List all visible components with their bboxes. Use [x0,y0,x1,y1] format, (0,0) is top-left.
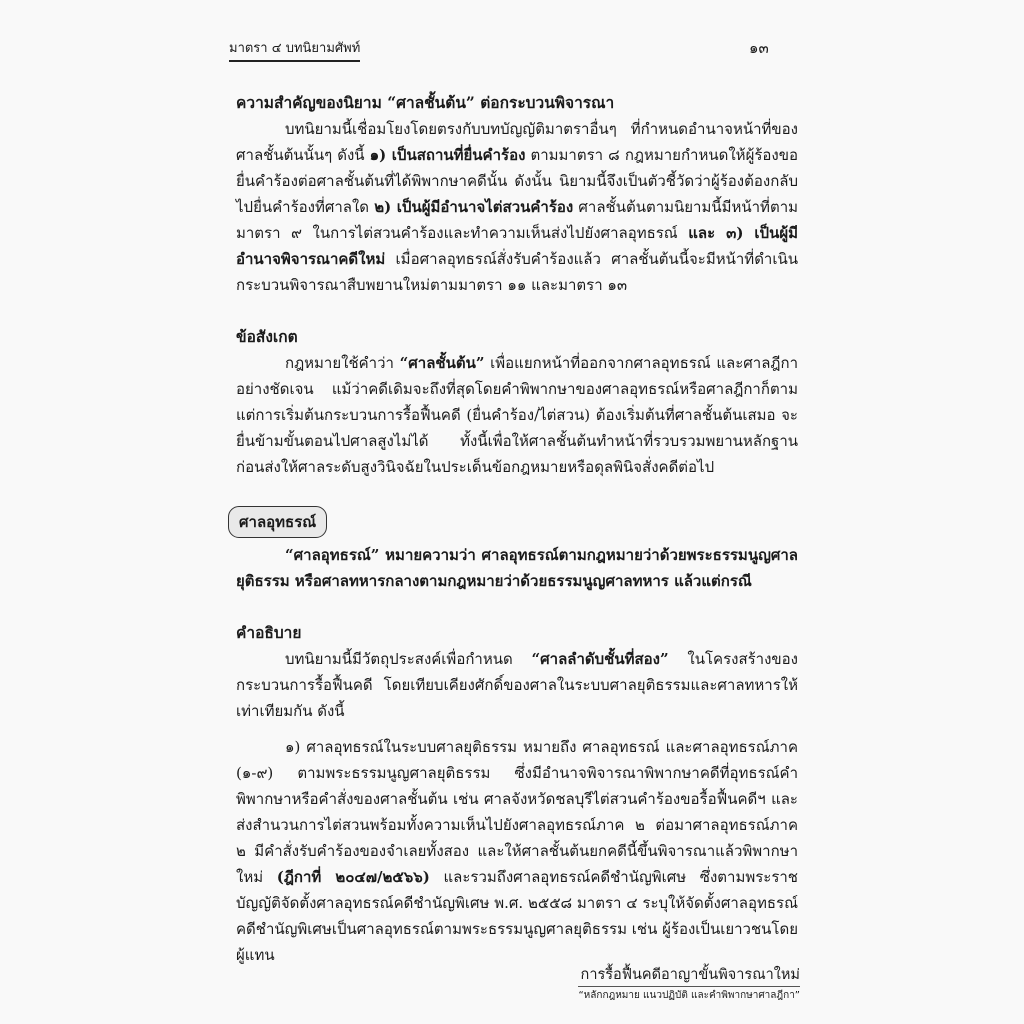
paragraph-appeal-court-detail: ๑) ศาลอุทธรณ์ในระบบศาลยุติธรรม หมายถึง ศาลอุทธรณ์ และศาลอุทธรณ์ภาค (๑-๙) ตามพระธรรมนูญศาลยุติธรรม ซึ่งมีอำนาจพิจารณาพิพากษาคดีที่อุทธรณ์คำพิพากษาหรือคำสั่งของศาลชั้นต้น เช่น ศาลจังหวัดชลบุรีไต่สวนคำร้องขอรื้อฟื้นคดีฯ และส่งสำนวนการไต่สวนพร้อมทั้งความเห็นไปยังศาลอุทธรณ์ภาค ๒ ต่อมาศาลอุทธรณ์ภาค ๒ มีคำสั่งรับคำร้องของจำเลยทั้งสอง และให้ศาลชั้นต้นยกคดีนี้ขึ้นพิจารณาแล้วพิพากษาใหม่ (ฎีกาที่ ๒๐๔๗/๒๕๖๖) และรวมถึงศาลอุทธรณ์คดีชำนัญพิเศษ ซึ่งตามพระราชบัญญัติจัดตั้งศาลอุทธรณ์คดีชำนัญพิเศษ พ.ศ. ๒๕๕๘ มาตรา ๔ ระบุให้จัดตั้งศาลอุทธรณ์คดีชำนัญพิเศษเป็นศาลอุทธรณ์ตามพระธรรมนูญศาลยุติธรรม เช่น ผู้ร้องเป็นเยาวชนโดยผู้แทน [236,738,798,964]
book-subtitle: “หลักกฎหมาย แนวปฏิบัติ และคำพิพากษาศาลฎีกา” [578,990,800,1001]
section-heading-importance: ความสำคัญของนิยาม “ศาลชั้นต้น” ต่อกระบวนพิจารณา [236,93,615,112]
definition-appeal-court: “ศาลอุทธรณ์” หมายความว่า ศาลอุทธรณ์ตามกฎหมายว่าด้วยพระธรรมนูญศาลยุติธรรม หรือศาลทหารกลางตามกฎหมายว่าด้วยธรรมนูญศาลทหาร แล้วแต่กรณี [236,546,798,590]
header-underline [229,60,360,62]
page-body [236,90,798,968]
paragraph-explanation: บทนิยามนี้มีวัตถุประสงค์เพื่อกำหนด “ศาลลำดับชั้นที่สอง” ในโครงสร้างของกระบวนการรื้อฟื้นคดี โดยเทียบเคียงศักดิ์ของศาลในระบบศาลยุติธรรมและศาลทหารให้เท่าเทียมกัน ดังนี้ [236,650,798,720]
term-badge-appeal-court: ศาลอุทธรณ์ [228,506,327,538]
running-header: มาตรา ๔ บทนิยามศัพท์ [229,41,361,56]
page-number: ๑๓ [749,39,769,57]
footer-rule [578,986,800,987]
book-title: การรื้อฟื้นคดีอาญาขั้นพิจารณาใหม่ [580,967,800,983]
paragraph-importance: บทนิยามนี้เชื่อมโยงโดยตรงกับบทบัญญัติมาตราอื่นๆ ที่กำหนดอำนาจหน้าที่ของศาลชั้นต้นนั้นๆ ดังนี้ ๑) เป็นสถานที่ยื่นคำร้อง ตามมาตรา ๘ กฎหมายกำหนดให้ผู้ร้องขอยื่นคำร้องต่อศาลชั้นต้นที่ได้พิพากษาคดีนั้น ดังนั้น นิยามนี้จึงเป็นตัวชี้วัดว่าผู้ร้องต้องกลับไปยื่นคำร้องที่ศาลใด ๒) เป็นผู้มีอำนาจไต่สวนคำร้อง ศาลชั้นต้นตามนิยามนี้มีหน้าที่ตามมาตรา ๙ ในการไต่สวนคำร้องและทำความเห็นส่งไปยังศาลอุทธรณ์ และ ๓) เป็นผู้มีอำนาจพิจารณาคดีใหม่ เมื่อศาลอุทธรณ์สั่งรับคำร้องแล้ว ศาลชั้นต้นนี้จะมีหน้าที่ดำเนินกระบวนพิจารณาสืบพยานใหม่ตามมาตรา ๑๑ และมาตรา ๑๓ [236,120,799,294]
book-footer [578,965,800,1003]
paragraph-observation: กฎหมายใช้คำว่า “ศาลชั้นต้น” เพื่อแยกหน้าที่ออกจากศาลอุทธรณ์ และศาลฎีกาอย่างชัดเจน แม้ว่าคดีเดิมจะถึงที่สุดโดยคำพิพากษาของศาลอุทธรณ์หรือศาลฎีกาก็ตาม แต่การเริ่มต้นกระบวนการรื้อฟื้นคดี (ยื่นคำร้อง/ไต่สวน) ต้องเริ่มต้นที่ศาลชั้นต้นเสมอ จะยื่นข้ามขั้นตอนไปศาลสูงไม่ได้ ทั้งนี้เพื่อให้ศาลชั้นต้นทำหน้าที่รวบรวมพยานหลักฐานก่อนส่งให้ศาลระดับสูงวินิจฉัยในประเด็นข้อกฎหมายหรือดุลพินิจสั่งคดีต่อไป [236,354,798,476]
section-heading-explanation: คำอธิบาย [236,623,302,642]
section-heading-observation: ข้อสังเกต [236,327,298,346]
